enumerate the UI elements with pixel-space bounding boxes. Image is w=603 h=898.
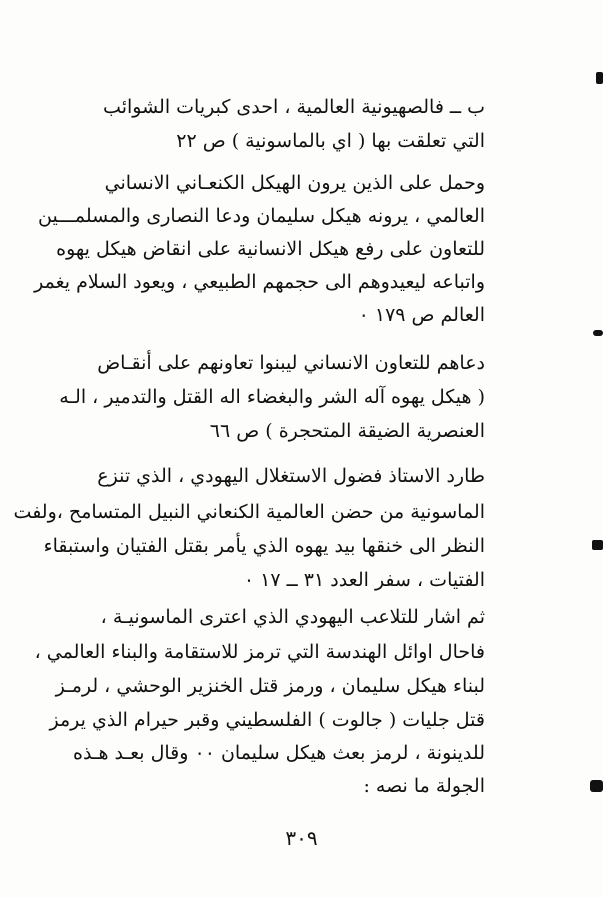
scan-mark	[590, 780, 603, 792]
text-line: العنصرية الضيقة المتحجرة ) ص ٦٦	[209, 420, 485, 442]
scan-mark	[592, 540, 603, 550]
text-line: الفتيات ، سفر العدد ٣١ ــ ١٧ ٠	[243, 569, 485, 591]
text-line: طارد الاستاذ فضول الاستغلال اليهودي ، الذي تنزع	[97, 465, 485, 487]
text-line: النظر الى خنقها بيد يهوه الذي يأمر بقتل الفتيان واستبقاء	[43, 535, 485, 557]
text-line: وحمل على الذين يرون الهيكل الكنعـاني الانساني	[104, 172, 485, 194]
text-line: واتباعه ليعيدوهم الى حجمهم الطبيعي ، ويعود السلام يغمر	[34, 271, 485, 293]
text-line: التي تعلقت بها ( اي بالماسونية ) ص ٢٢	[176, 130, 485, 152]
text-line: فاحال اوائل الهندسة التي ترمز للاستقامة والبناء العالمي ،	[34, 641, 485, 663]
page-number: ٣٠٩	[285, 826, 318, 850]
text-line: الجولة ما نصه :	[363, 775, 485, 797]
text-line: للتعاون على رفع هيكل الانسانية على انقاض هيكل يهوه	[56, 238, 485, 260]
scan-mark	[593, 330, 603, 336]
text-line: ب ــ فالصهيونية العالمية ، احدى كبريات الشوائب	[103, 96, 485, 118]
text-line: ثم اشار للتلاعب اليهودي الذي اعترى الماسونيـة ،	[100, 606, 485, 628]
text-line: لبناء هيكل سليمان ، ورمز قتل الخنزير الوحشي ، لرمـز	[55, 675, 485, 697]
text-line: دعاهم للتعاون الانساني ليبنوا تعاونهم على أنقـاض	[97, 352, 485, 374]
text-line: للدينونة ، لرمز بعث هيكل سليمان ٠٠ وقال بعـد هـذه	[73, 742, 485, 764]
scan-mark	[596, 72, 603, 84]
text-line: العالمي ، يرونه هيكل سليمان ودعا النصارى والمسلمـــين	[38, 205, 485, 227]
text-line: ( هيكل يهوه آله الشر والبغضاء اله القتل والتدمير ، الـه	[59, 386, 485, 408]
text-line: قتل جليات ( جالوت ) الفلسطيني وقبر حيرام الذي يرمز	[49, 709, 485, 731]
text-line: العالم ص ١٧٩ ٠	[358, 304, 485, 326]
text-line: الماسونية من حضن العالمية الكنعاني النبيل المتسامح ،ولفت	[13, 501, 485, 523]
